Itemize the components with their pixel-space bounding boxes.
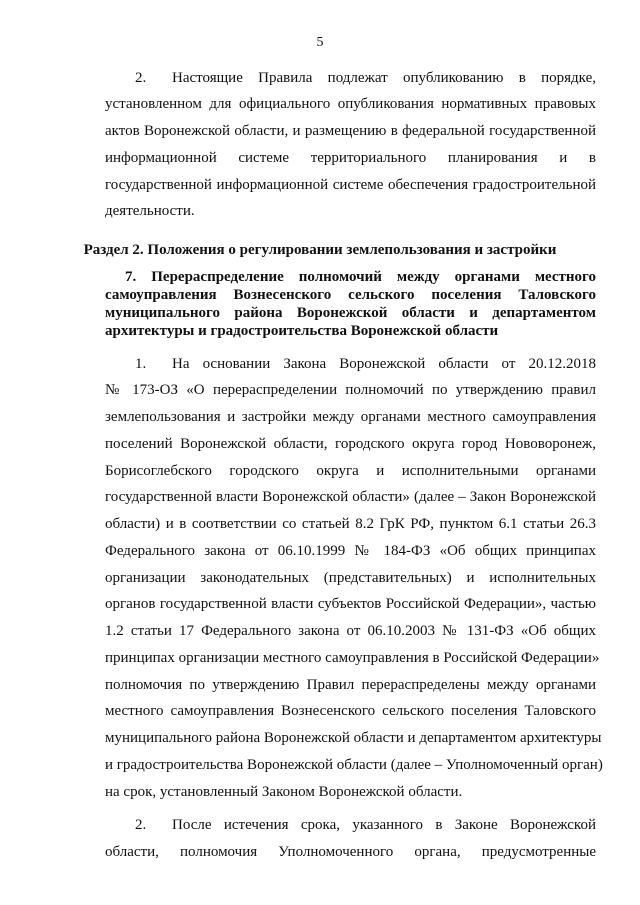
paragraph-first-line	[105, 816, 596, 834]
paragraph-line: № 173-ОЗ «О перераспределении полномочий по утверждению правил	[105, 382, 596, 398]
paragraph-line: 1.2 статьи 17 Федерального закона от 06.10.2003 № 131-ФЗ «Об общих	[105, 623, 596, 639]
paragraph-line: области) и в соответствии со статьей 8.2 ГрК РФ, пунктом 6.1 статьи 26.3	[105, 516, 596, 532]
paragraph-first-line	[105, 69, 596, 87]
paragraph-line: установленном для официального опубликования нормативных правовых	[105, 96, 596, 112]
paragraph-line: После истечения срока, указанного в Законе Воронежской	[172, 817, 596, 833]
paragraph-line: области, полномочия Уполномоченного органа, предусмотренные	[105, 844, 596, 860]
paragraph-line: государственной информационной системе обеспечения градостроительной	[105, 177, 596, 193]
paragraph-line: местного самоуправления Вознесенского сельского поселения Таловского	[105, 703, 596, 719]
paragraph-line: муниципального района Воронежской области и департаментом архитектуры	[105, 730, 602, 746]
paragraph-number: 2.	[135, 817, 147, 833]
paragraph-line: и градостроительства Воронежской области (далее – Уполномоченный орган)	[105, 757, 603, 773]
paragraph-line: полномочия по утверждению Правил перераспределены между органами	[105, 677, 596, 693]
subsection-title-line: архитектуры и градостроительства Воронежской области	[105, 323, 499, 339]
paragraph-line: государственной власти Воронежской области» (далее – Закон Воронежской	[105, 489, 596, 505]
paragraph-line: Федерального закона от 06.10.1999 № 184-ФЗ «Об общих принципах	[105, 543, 596, 559]
paragraph-number: 2.	[135, 70, 147, 86]
paragraph-line: органов государственной власти субъектов Российской Федерации», частью	[105, 596, 596, 612]
paragraph-line: на срок, установленный Законом Воронежской области.	[105, 784, 463, 800]
subsection-title-line: 7. Перераспределение полномочий между органами местного	[125, 269, 596, 285]
subsection-title-line: муниципального района Воронежской области и департаментом	[105, 305, 596, 321]
paragraph-line: землепользования и застройки между органами местного самоуправления	[105, 409, 596, 425]
paragraph-line: Настоящие Правила подлежат опубликованию в порядке,	[172, 70, 596, 86]
paragraph-line: деятельности.	[105, 203, 195, 219]
paragraph-line: принципах организации местного самоуправления в Российской Федерации»	[105, 650, 600, 666]
paragraph-line: информационной системе территориального планирования и в	[105, 150, 596, 166]
subsection-title-line: самоуправления Вознесенского сельского поселения Таловского	[105, 287, 596, 303]
paragraph-first-line	[105, 355, 596, 373]
paragraph-line: организации законодательных (представительных) и исполнительных	[105, 570, 596, 586]
page-number: 5	[316, 35, 324, 50]
section-title: Раздел 2. Положения о регулировании землепользования и застройки	[83, 242, 557, 258]
paragraph-line: Борисоглебского городского округа и исполнительными органами	[105, 463, 596, 479]
paragraph-line: На основании Закона Воронежской области от 20.12.2018	[172, 356, 596, 372]
paragraph-number: 1.	[135, 356, 147, 372]
paragraph-line: актов Воронежской области, и размещению в федеральной государственной	[105, 123, 596, 139]
paragraph-line: поселений Воронежской области, городского округа город Нововоронеж,	[105, 436, 596, 452]
